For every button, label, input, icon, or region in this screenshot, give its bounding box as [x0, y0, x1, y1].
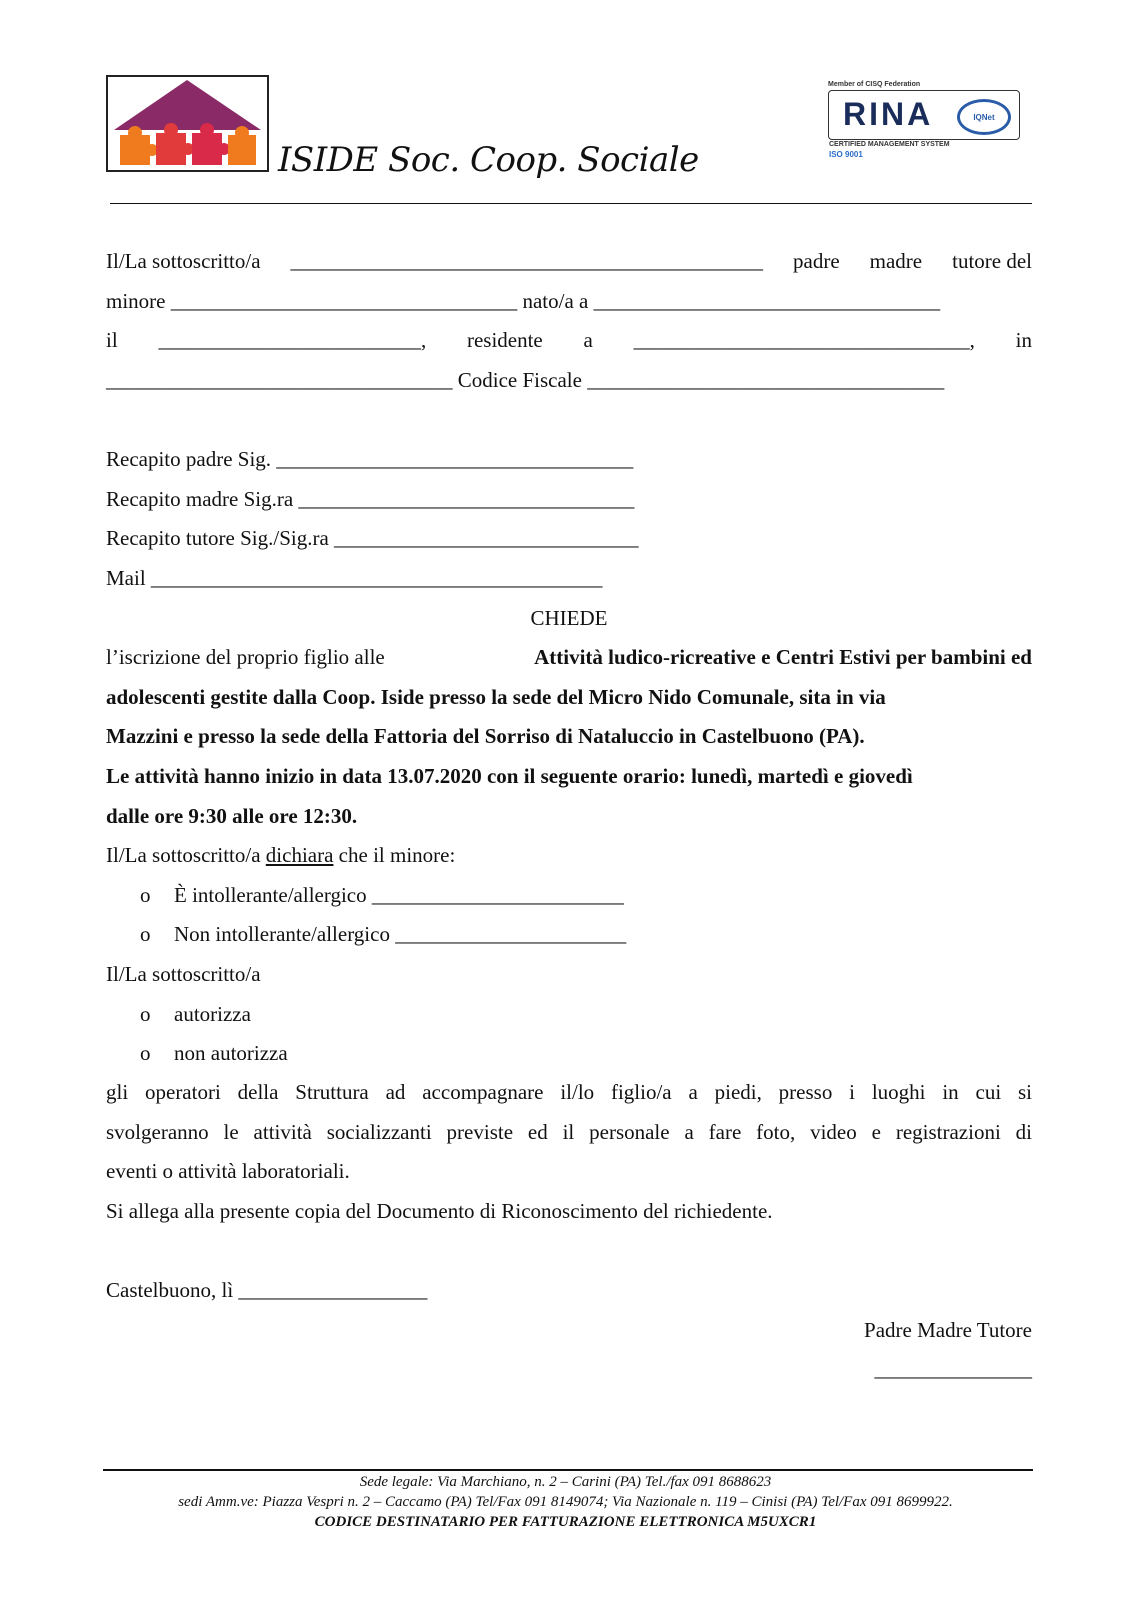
iside-logo [106, 75, 269, 172]
recapito-padre[interactable]: Recapito padre Sig. __________________________________ [106, 447, 634, 471]
rina-brand: RINA [843, 96, 934, 132]
option-padre: padre [793, 249, 840, 273]
dichiara-line [106, 842, 1032, 868]
iqnet-icon [957, 99, 1011, 135]
il-label: il [106, 328, 118, 352]
paragraph-3-line-3: eventi o attività laboratoriali. [106, 1159, 350, 1183]
cf-label: Codice Fiscale [457, 368, 582, 392]
cms-text: CERTIFIED MANAGEMENT SYSTEM [829, 141, 950, 148]
mail-field[interactable]: Mail ___________________________________________ [106, 566, 603, 590]
paragraph-3-line-1: gli operatori della Struttura ad accompagnare il/lo figlio/a a piedi, presso i luoghi in cui si [106, 1080, 1032, 1104]
in-label: in [1015, 328, 1032, 352]
cisq-member-text: Member of CISQ Federation [828, 81, 921, 88]
option-intollerante[interactable] [140, 882, 624, 908]
option-non-autorizza-label: non autorizza [174, 1041, 288, 1065]
minore-blank[interactable]: _________________________________ [170, 289, 518, 313]
sottoscritto-2: Il/La sottoscritto/a [106, 962, 261, 986]
iso-text: ISO 9001 [829, 150, 863, 159]
bullet-circle-icon: o [140, 1041, 151, 1065]
option-autorizza[interactable] [140, 1001, 251, 1027]
signature-field[interactable]: _______________ [874, 1357, 1032, 1381]
org-name: ISIDE Soc. Coop. Sociale [278, 140, 699, 180]
chiede-heading: CHIEDE [530, 606, 608, 630]
dichiara-word: dichiara [265, 843, 334, 867]
paragraph-1-line-1 [106, 644, 1032, 670]
nato-blank[interactable]: _________________________________ [593, 289, 941, 313]
paragraph-2-line-2: dalle ore 9:30 alle ore 12:30. [106, 804, 358, 828]
rina-certification-logo [828, 80, 1023, 174]
il-blank[interactable]: _________________________, [158, 328, 427, 352]
p1-l1-bold: Attività ludico-ricreative e Centri Estivi per bambini ed [534, 645, 1032, 669]
recapito-tutore[interactable]: Recapito tutore Sig./Sig.ra _____________________________ [106, 526, 639, 550]
recapito-madre[interactable]: Recapito madre Sig.ra ________________________________ [106, 487, 635, 511]
sottoscritto-label: Il/La sottoscritto/a [106, 249, 261, 273]
p1-l1-pre: l’iscrizione del proprio figlio alle [106, 645, 385, 669]
option-autorizza-label: autorizza [174, 1002, 251, 1026]
form-line-cf [106, 367, 1032, 393]
minore-label: minore [106, 289, 166, 313]
form-line-sottoscritto [106, 248, 1032, 274]
dichiara-pre: Il/La sottoscritto/a [106, 843, 261, 867]
option-tutore: tutore del [952, 249, 1032, 273]
form-line-minore [106, 288, 1032, 314]
paragraph-1-line-3: Mazzini e presso la sede della Fattoria del Sorriso di Nataluccio in Castelbuono (PA). [106, 724, 865, 748]
option-non-autorizza[interactable] [140, 1040, 288, 1066]
option-non-intollerante-label: Non intollerante/allergico ______________________ [174, 922, 627, 946]
allega-text: Si allega alla presente copia del Documento di Riconoscimento del richiedente. [106, 1199, 773, 1223]
a-label: a [583, 328, 593, 352]
form-line-il [106, 327, 1032, 353]
cf-blank[interactable]: __________________________________ [587, 368, 945, 392]
option-non-intollerante[interactable] [140, 921, 626, 947]
place-date-field[interactable]: Castelbuono, lì __________________ [106, 1278, 428, 1302]
dichiara-post: che il minore: [338, 843, 456, 867]
sottoscritto-blank[interactable]: _____________________________________________ [290, 249, 764, 273]
in-blank[interactable]: _________________________________ [106, 368, 453, 392]
paragraph-1-line-2: adolescenti gestite dalla Coop. Iside presso la sede del Micro Nido Comunale, sita in via [106, 685, 886, 709]
footer-divider [103, 1469, 1033, 1471]
nato-label: nato/a a [522, 289, 589, 313]
signers-label: Padre Madre Tutore [864, 1318, 1032, 1342]
bullet-circle-icon: o [140, 922, 151, 946]
residente-label: residente [466, 328, 543, 352]
option-madre: madre [869, 249, 923, 273]
footer-line-3: CODICE DESTINATARIO PER FATTURAZIONE ELETTRONICA M5UXCR1 [314, 1514, 817, 1530]
residente-blank[interactable]: ________________________________, [633, 328, 975, 352]
bullet-circle-icon: o [140, 1002, 151, 1026]
option-intollerante-label: È intollerante/allergico ________________________ [174, 883, 624, 907]
footer-line-1: Sede legale: Via Marchiano, n. 2 – Carini (PA) Tel./fax 091 8688623 [359, 1474, 772, 1490]
header-divider [110, 203, 1032, 204]
bullet-circle-icon: o [140, 883, 151, 907]
paragraph-2-line-1: Le attività hanno inizio in data 13.07.2020 con il seguente orario: lunedì, martedì e giovedì [106, 764, 913, 788]
iqnet-label: IQNet [973, 112, 995, 122]
rina-badge [828, 90, 1020, 140]
footer-line-2: sedi Amm.ve: Piazza Vespri n. 2 – Caccamo (PA) Tel/Fax 091 8149074; Via Nazionale n. 119 – Cinisi (PA) Tel/Fax 091 8699922. [178, 1494, 953, 1510]
paragraph-3-line-2: svolgeranno le attività socializzanti previste ed il personale a fare foto, video e registrazioni di [106, 1120, 1032, 1144]
puzzle-house-logo-icon [106, 75, 269, 172]
